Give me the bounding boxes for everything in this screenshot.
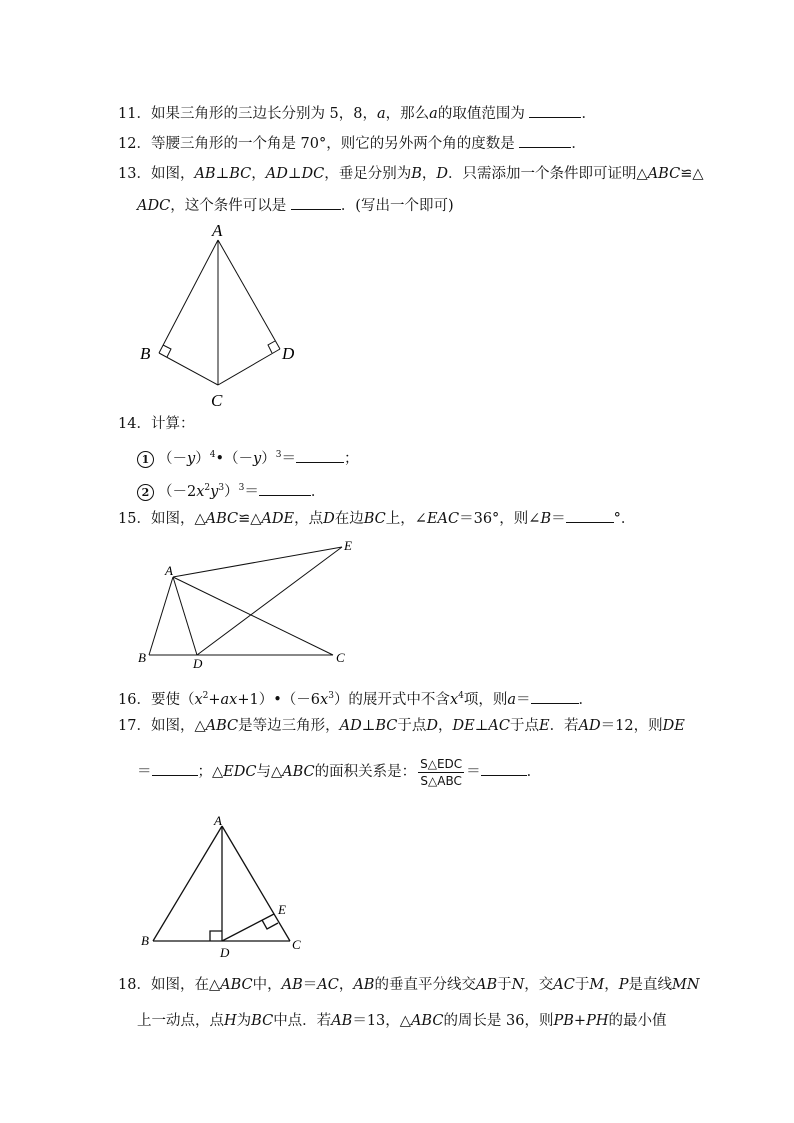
segment-ad xyxy=(173,577,197,655)
answer-blank[interactable] xyxy=(481,761,527,776)
answer-blank[interactable] xyxy=(529,103,581,118)
label-a: A xyxy=(214,813,222,828)
var: x xyxy=(194,691,203,708)
var: D xyxy=(436,166,449,182)
var: D xyxy=(426,718,439,734)
var: BC xyxy=(363,511,386,527)
text: ．只需添加一个条件即可证明△ xyxy=(448,166,648,182)
circled-number: 1 xyxy=(137,451,154,468)
var: BC xyxy=(375,718,398,734)
var: a xyxy=(429,106,438,122)
text: ，垂足分别为 xyxy=(324,166,412,182)
var: B xyxy=(540,511,552,527)
var: ADE xyxy=(261,511,295,527)
answer-blank[interactable] xyxy=(519,133,571,148)
label-b: B xyxy=(138,650,146,665)
var: AC xyxy=(553,977,575,993)
text: ＝36°，则∠ xyxy=(459,511,541,527)
text: ＝ xyxy=(516,691,531,708)
text: 是等边三角形， xyxy=(238,718,340,734)
question-number: 11． xyxy=(118,106,151,122)
text: 于点 xyxy=(509,718,539,734)
text: ⊥ xyxy=(287,166,302,182)
label-b: B xyxy=(140,344,151,363)
text: 的垂直平分线交 xyxy=(374,977,476,993)
text: ＝ xyxy=(137,764,152,780)
text: ，这个条件可以是 xyxy=(170,198,287,214)
answer-blank[interactable] xyxy=(566,508,614,523)
segment-ad xyxy=(218,240,280,349)
var: EDC xyxy=(223,764,257,780)
question-13-line-1 xyxy=(118,164,704,184)
segment-ab xyxy=(153,826,222,941)
label-d: D xyxy=(193,656,203,671)
right-angle-mark-d xyxy=(210,931,222,941)
question-number: 14． xyxy=(118,416,151,432)
var: E xyxy=(538,718,550,734)
text: °． xyxy=(613,511,636,527)
text: ； xyxy=(343,450,359,467)
var: H xyxy=(224,1013,237,1029)
var: BC xyxy=(229,166,252,182)
label-c: C xyxy=(211,391,223,410)
var: PH xyxy=(586,1013,609,1029)
text: 的取值范围为 xyxy=(437,106,525,122)
label-e: E xyxy=(344,538,352,553)
var: ABC xyxy=(205,511,239,527)
exponent: 2 xyxy=(202,691,209,701)
text: 如图，△ xyxy=(150,511,206,527)
var: ABC xyxy=(205,718,239,734)
text: ⊥ xyxy=(215,166,230,182)
var: ABC xyxy=(647,166,681,182)
answer-blank[interactable] xyxy=(259,481,311,496)
var: D xyxy=(323,511,335,527)
text: （－2 xyxy=(158,483,197,500)
segment-ac xyxy=(173,577,333,655)
question-14-item-2 xyxy=(137,478,325,502)
label-b: B xyxy=(141,933,149,948)
var: PB xyxy=(553,1013,574,1029)
var: y xyxy=(187,450,196,467)
var: ax xyxy=(220,691,238,708)
question-number: 18． xyxy=(118,977,151,993)
text: 中， xyxy=(252,977,282,993)
question-14-item-1 xyxy=(137,445,358,469)
text: ⊥ xyxy=(474,718,489,734)
question-18-line-1 xyxy=(118,975,700,995)
segment-bc xyxy=(159,353,218,385)
question-17-line-2 xyxy=(137,752,541,792)
label-d: D xyxy=(220,945,230,960)
text: ⊥ xyxy=(361,718,376,734)
var: AD xyxy=(578,718,601,734)
text: ， xyxy=(438,718,453,734)
var: AB xyxy=(331,1013,353,1029)
question-15 xyxy=(118,508,635,529)
circled-number: 2 xyxy=(137,484,154,501)
question-number: 13． xyxy=(118,166,151,182)
text: 上，∠ xyxy=(385,511,427,527)
text: ＝12，则 xyxy=(600,718,663,734)
text: ） xyxy=(195,450,210,467)
text: ． xyxy=(310,483,326,500)
var: x xyxy=(196,483,205,500)
text: 的面积关系是： xyxy=(314,764,417,780)
exponent: 3 xyxy=(275,450,282,460)
answer-blank[interactable] xyxy=(296,448,344,463)
var: x xyxy=(449,691,459,708)
text: 于点 xyxy=(397,718,427,734)
label-e: E xyxy=(278,902,286,917)
segment-ab xyxy=(159,240,218,353)
exponent: 4 xyxy=(209,450,216,460)
question-number: 17． xyxy=(118,718,151,734)
answer-blank[interactable] xyxy=(152,761,198,776)
text: （－ xyxy=(158,450,187,467)
exponent: 3 xyxy=(218,483,225,493)
answer-blank[interactable] xyxy=(531,689,579,704)
exponent: 3 xyxy=(238,483,245,493)
label-a: A xyxy=(212,221,223,240)
exponent: 3 xyxy=(328,691,334,701)
text: 的周长是 36，则 xyxy=(443,1013,554,1029)
text: 要使（ xyxy=(150,691,195,708)
var: x xyxy=(320,691,329,708)
answer-blank[interactable] xyxy=(291,195,341,210)
text: ． xyxy=(571,136,586,152)
question-11 xyxy=(118,103,596,124)
text: 如图，△ xyxy=(150,718,206,734)
text: 上一动点，点 xyxy=(137,1013,224,1029)
var: AB xyxy=(353,977,375,993)
segment-ab xyxy=(149,577,173,655)
text: ． xyxy=(581,106,596,122)
text: + xyxy=(573,1013,587,1029)
var: EAC xyxy=(426,511,460,527)
var: a xyxy=(377,106,386,122)
var: DE xyxy=(662,718,685,734)
text: 如图，在△ xyxy=(150,977,221,993)
var: ABC xyxy=(282,764,315,780)
text: ＝ xyxy=(302,977,318,993)
text: ） xyxy=(261,450,276,467)
text: ≌△ xyxy=(238,511,262,527)
text: ．若 xyxy=(549,718,579,734)
text: ， xyxy=(251,166,266,182)
label-d: D xyxy=(282,344,295,363)
text: ， xyxy=(421,166,437,182)
question-14 xyxy=(118,414,194,434)
right-angle-mark-e xyxy=(262,920,278,929)
var: BC xyxy=(251,1013,274,1029)
right-angle-mark-b xyxy=(163,345,171,357)
var: M xyxy=(589,977,605,993)
fraction-denominator: S△ABC xyxy=(420,773,462,788)
text: 在边 xyxy=(334,511,364,527)
label-c: C xyxy=(292,937,301,952)
figure-13 xyxy=(135,220,305,410)
segment-de xyxy=(197,547,342,655)
text: 计算： xyxy=(150,416,195,432)
question-number: 12． xyxy=(118,136,151,152)
text: ， xyxy=(604,977,619,993)
var: P xyxy=(618,977,629,993)
var: MN xyxy=(672,977,700,993)
question-number: 16． xyxy=(118,691,151,708)
text: +1）•（－6 xyxy=(237,691,321,708)
var: y xyxy=(210,483,219,500)
question-number: 15． xyxy=(118,511,151,527)
text: ＝ xyxy=(244,483,259,500)
figure-15 xyxy=(135,535,365,675)
text: 于 xyxy=(574,977,590,993)
text: 与△ xyxy=(256,764,283,780)
var: y xyxy=(253,450,262,467)
var: AB xyxy=(281,977,303,993)
text: ） xyxy=(224,483,239,500)
text: 如果三角形的三边长分别为 5，8， xyxy=(150,106,378,122)
text: ， xyxy=(338,977,354,993)
text: 的最小值 xyxy=(608,1013,667,1029)
question-13-line-2 xyxy=(137,195,454,216)
text: 中点．若 xyxy=(273,1013,332,1029)
text: 如图， xyxy=(150,166,195,182)
text: 是直线 xyxy=(628,977,672,993)
var: AB xyxy=(475,977,498,993)
exponent: 2 xyxy=(204,483,211,493)
var: N xyxy=(511,977,525,993)
fraction-numerator: S△EDC xyxy=(420,756,463,771)
text: 为 xyxy=(236,1013,252,1029)
var: B xyxy=(411,166,422,182)
text: ）的展开式中不含 xyxy=(333,691,450,708)
text: ≌△ xyxy=(680,166,704,182)
var: DC xyxy=(301,166,325,182)
text: ．(写出一个即可) xyxy=(340,198,454,214)
text: ＝ xyxy=(466,764,481,780)
question-18-line-2 xyxy=(137,1011,666,1031)
text: ＝13，△ xyxy=(352,1013,411,1029)
text: 项，则 xyxy=(463,691,508,708)
var: AD xyxy=(339,718,362,734)
var: AD xyxy=(265,166,288,182)
segment-dc xyxy=(218,349,280,385)
text: ＝ xyxy=(551,511,566,527)
text: ，点 xyxy=(294,511,324,527)
text: •（－ xyxy=(215,450,253,467)
question-12 xyxy=(118,133,586,154)
question-16 xyxy=(118,686,593,710)
var: AC xyxy=(488,718,510,734)
var: AB xyxy=(194,166,216,182)
text: ；△ xyxy=(197,764,224,780)
var: DE xyxy=(452,718,475,734)
figure-17 xyxy=(135,810,310,960)
var: AC xyxy=(317,977,339,993)
text: ． xyxy=(526,764,542,780)
area-ratio-fraction xyxy=(418,756,464,789)
text: 等腰三角形的一个角是 70°，则它的另外两个角的度数是 xyxy=(150,136,515,152)
text: ，那么 xyxy=(385,106,430,122)
text: + xyxy=(208,691,221,708)
exponent: 4 xyxy=(458,691,464,701)
var: ABC xyxy=(410,1013,444,1029)
var: ADC xyxy=(137,198,171,214)
label-c: C xyxy=(336,650,345,665)
var: ABC xyxy=(220,977,253,993)
var: a xyxy=(507,691,517,708)
text: ＝ xyxy=(281,450,296,467)
text: 于 xyxy=(497,977,512,993)
segment-ae xyxy=(173,547,342,577)
label-a: A xyxy=(165,563,173,578)
text: ． xyxy=(578,691,594,708)
question-17-line-1 xyxy=(118,716,685,736)
right-angle-mark-d xyxy=(268,341,275,353)
text: ，交 xyxy=(524,977,554,993)
